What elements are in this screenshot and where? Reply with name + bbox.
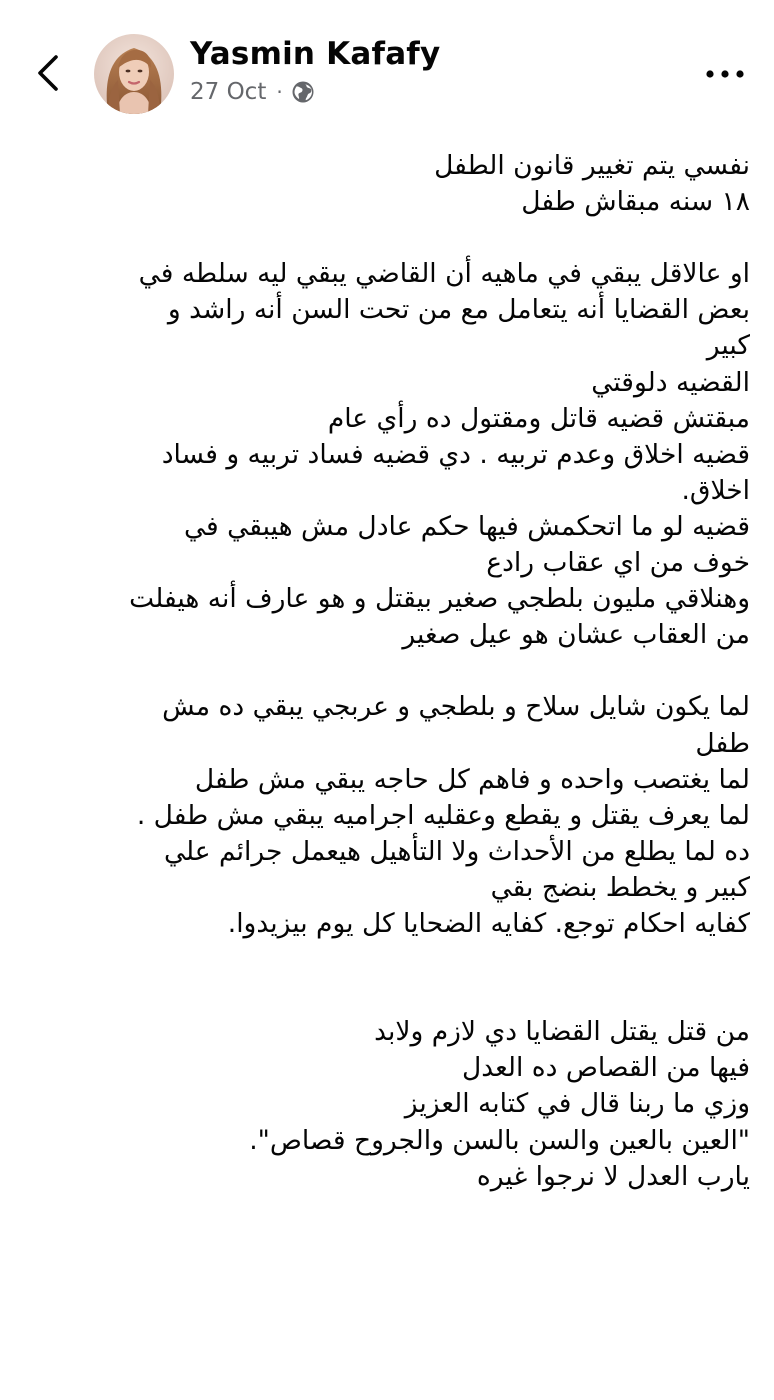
post-line: ده لما يطلع من الأحداث ولا التأهيل هيعمل جرائم علي [163, 835, 750, 867]
globe-icon [291, 80, 315, 104]
meta-separator: · [276, 80, 283, 104]
post-line: القضيه دلوقتي [591, 366, 750, 398]
post-line: كفايه احكام توجع. كفايه الضحايا كل يوم بيزيدوا. [227, 907, 750, 939]
post-line: مبقتش قضيه قاتل ومقتول ده رأي عام [327, 402, 750, 434]
more-options-button[interactable] [700, 56, 750, 92]
post-line: لما يغتصب واحده و فاهم كل حاجه يبقي مش طفل [194, 763, 750, 795]
post-line: من العقاب عشان هو عيل صغير [402, 619, 750, 651]
post-line: قضيه اخلاق وعدم تربيه . دي قضيه فساد تربيه و فساد [161, 438, 750, 470]
post-line: نفسي يتم تغيير قانون الطفل [434, 150, 750, 181]
post-line: او عالاقل يبقي في ماهيه أن القاضي يبقي ليه سلطه في [138, 258, 750, 290]
post-date[interactable]: 27 Oct [190, 79, 267, 105]
post-line: وهنلاقي مليون بلطجي صغير بيقتل و هو عارف أنه هيفلت [129, 583, 750, 615]
post-line: ١٨ سنه مبقاش طفل [521, 186, 750, 218]
more-horizontal-icon [705, 69, 745, 79]
post-line: وزي ما ربنا قال في كتابه العزيز [404, 1088, 750, 1120]
post-line: من قتل يقتل القضايا دي لازم ولابد [374, 1016, 750, 1048]
post-line: يارب العدل لا نرجوا غيره [476, 1160, 750, 1192]
post-line: طفل [695, 727, 750, 759]
post-meta [190, 79, 315, 105]
post-line: بعض القضايا أنه يتعامل مع من تحت السن أنه راشد و [167, 294, 750, 326]
post-line: كبير و يخطط بنضج بقي [490, 871, 750, 903]
post-line: خوف من اي عقاب رادع [486, 547, 750, 579]
post-blank-line [20, 220, 750, 256]
post-line: فيها من القصاص ده العدل [461, 1052, 750, 1084]
post-line: لما يكون شايل سلاح و بلطجي و عربجي يبقي ده مش [162, 691, 750, 723]
post-line: لما يعرف يقتل و يقطع وعقليه اجراميه يبقي مش طفل . [136, 799, 750, 831]
post-line: اخلاق. [681, 474, 750, 506]
post-blank-line [20, 942, 750, 1014]
back-button[interactable] [26, 48, 70, 98]
chevron-left-icon [35, 53, 61, 93]
post-blank-line [20, 653, 750, 689]
post-line: "العين بالعين والسن بالسن والجروح قصاص". [249, 1124, 750, 1156]
author-name[interactable]: Yasmin Kafafy [190, 36, 441, 72]
post-line: قضيه لو ما اتحكمش فيها حكم عادل مش هيبقي في [183, 510, 750, 542]
post-header [0, 0, 774, 130]
post-text [20, 148, 750, 1195]
post-line: كبير [706, 330, 750, 362]
avatar[interactable] [94, 34, 174, 114]
